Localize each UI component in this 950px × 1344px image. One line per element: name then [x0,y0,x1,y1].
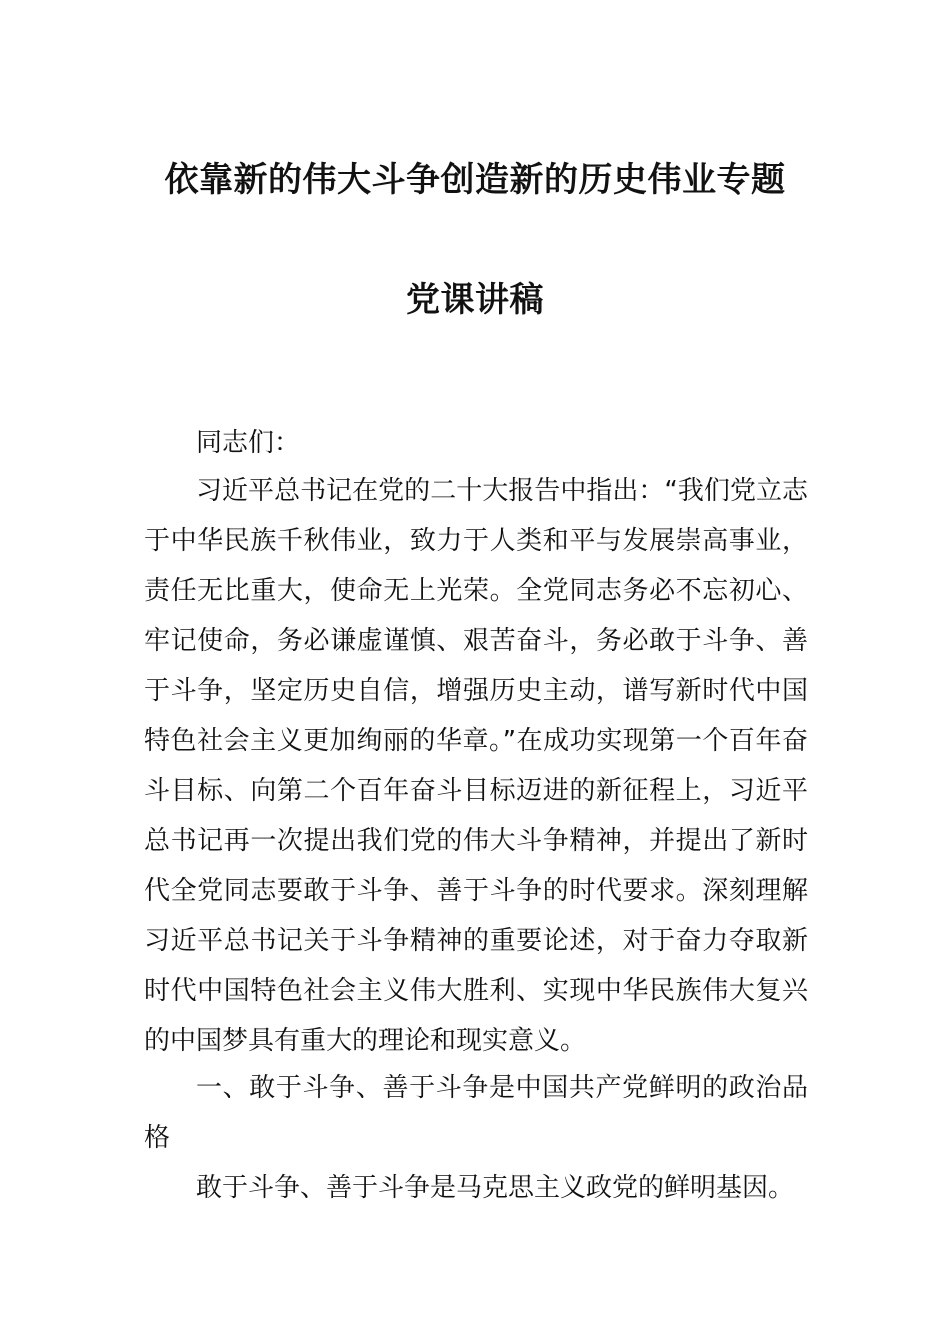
section-heading-1: 一、敢于斗争、善于斗争是中国共产党鲜明的政治品格 [144,1073,808,1153]
section-paragraph-start: 敢于斗争、善于斗争是马克思主义政党的鲜明基因。 [196,1173,795,1203]
document-title-line-2: 党课讲稿 [406,280,544,320]
document-title-line-1: 依靠新的伟大斗争创造新的历史伟业专题 [164,160,786,200]
greeting: 同志们： [196,428,301,458]
paragraph-1: 习近平总书记在党的二十大报告中指出：“我们党立志于中华民族千秋伟业，致力于人类和平与发展崇高事业，责任无比重大，使命无上光荣。全党同志务必不忘初心、牢记使命，务必谦虚谨慎、艰苦奋斗，务必敢于斗争、善于斗争，坚定历史自信，增强历史主动，谱写新时代中国特色社会主义更加绚丽的华章。”在成功实现第一个百年奋斗目标、向第二个百年奋斗目标迈进的新征程上，习近平总书记再一次提出我们党的伟大斗争精神，并提出了新时代全党同志要敢于斗争、善于斗争的时代要求。深刻理解习近平总书记关于斗争精神的重要论述，对于奋力夺取新时代中国特色社会主义伟大胜利、实现中华民族伟大复兴的中国梦具有重大的理论和现实意义。 [144,476,808,1056]
